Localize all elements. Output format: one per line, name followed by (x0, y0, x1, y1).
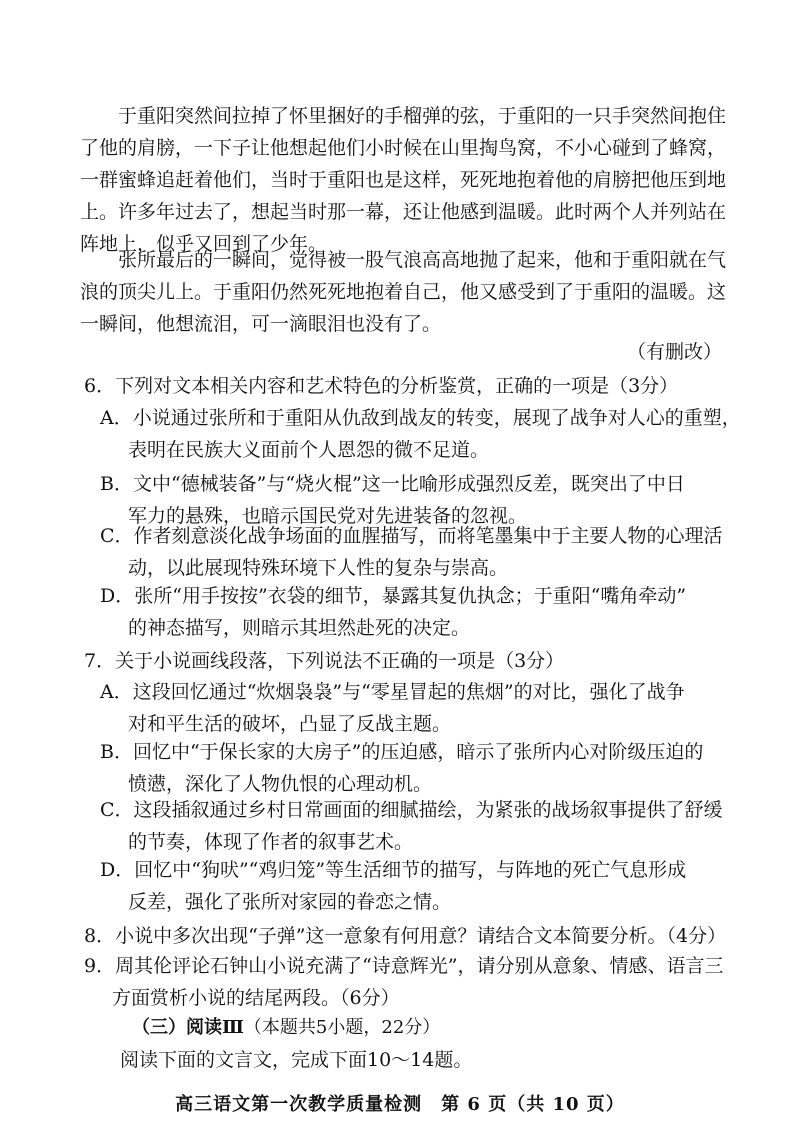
text-line: 浪的顶尖儿上。于重阳仍然死死地抱着自己，他又感受到了于重阳的温暖。这 (80, 281, 727, 303)
option-line: 愤懑，深化了人物仇恨的心理动机。 (128, 773, 433, 795)
option-line: C．作者刻意淡化战争场面的血腥描写，而将笔墨集中于主要人物的心理活 (100, 525, 723, 547)
option-line: B．文中“德械装备”与“烧火棍”这一比喻形成强烈反差，既突出了中日 (100, 473, 685, 495)
option-line: 的神态描写，则暗示其坦然赴死的决定。 (128, 617, 471, 639)
section-detail: （本题共5小题，22分） (243, 1017, 441, 1038)
option-line: 表明在民族大义面前个人恩怨的微不足道。 (128, 439, 490, 461)
question-7-option-b (100, 736, 760, 800)
passage-paragraph-2 (80, 244, 752, 340)
option-line: 动，以此展现特殊环境下人性的复杂与崇高。 (128, 557, 509, 579)
section-title: （三）阅读Ⅲ (132, 1017, 244, 1038)
text-line: 上。许多年过去了，想起当时那一幕，还让他感到温暖。此时两个人并列站在 (80, 201, 727, 223)
question-6-option-c (100, 520, 760, 584)
option-line: 的节奏，体现了作者的叙事艺术。 (128, 831, 414, 853)
section-instruction: 阅读下面的文言文，完成下面10～14题。 (120, 1049, 473, 1071)
page-footer: 高三语文第一次教学质量检测 第 6 页（共 10 页） (175, 1094, 625, 1115)
question-6-option-a (100, 402, 760, 466)
question-line: 方面赏析小说的结尾两段。（6分） (112, 987, 400, 1009)
option-line: 军力的悬殊，也暗示国民党对先进装备的忽视。 (128, 505, 528, 527)
option-line: C．这段插叙通过乡村日常画面的细腻描绘，为紧张的战场叙事提供了舒缓 (100, 799, 723, 821)
question-9 (84, 950, 724, 1014)
option-line: B．回忆中“于保长家的大房子”的压迫感，暗示了张所内心对阶级压迫的 (100, 741, 704, 763)
option-line: 对和平生活的破坏，凸显了反战主题。 (128, 713, 452, 735)
question-7-option-a (100, 676, 760, 740)
question-7-option-d (100, 854, 760, 918)
section-heading (132, 1012, 440, 1044)
option-line: D．回忆中“狗吠”“鸡归笼”等生活细节的描写，与阵地的死亡气息形成 (100, 859, 687, 881)
question-8: 8．小说中多次出现“子弹”这一意象有何用意？请结合文本简要分析。（4分） (84, 925, 727, 947)
passage-paragraph-1 (80, 100, 752, 260)
source-note: （有删改） (626, 341, 722, 363)
question-6-option-d (100, 580, 760, 644)
text-line: 阵地上，似乎又回到了少年。 (80, 233, 328, 255)
question-7-stem: 7．关于小说画线段落，下列说法不正确的一项是（3分） (84, 650, 565, 672)
option-line: 反差，强化了张所对家园的眷恋之情。 (128, 891, 452, 913)
text-line: 了他的肩膀，一下子让他想起他们小时候在山里掏鸟窝，不小心碰到了蜂窝， (80, 137, 727, 159)
text-line: 一群蜜蜂追赶着他们，当时于重阳也是这样，死死地抱着他的肩膀把他压到地 (80, 169, 727, 191)
option-line: A．这段回忆通过“炊烟袅袅”与“零星冒起的焦烟”的对比，强化了战争 (100, 681, 685, 703)
text-line: 于重阳突然间拉掉了怀里捆好的手榴弹的弦，于重阳的一只手突然间抱住 (118, 105, 727, 127)
question-line: 9．周其伦评论石钟山小说充满了“诗意辉光”，请分别从意象、情感、语言三 (84, 955, 724, 977)
text-line: 张所最后的一瞬间，觉得被一股气浪高高地抛了起来，他和于重阳就在气 (118, 249, 727, 271)
question-7-option-c (100, 794, 760, 858)
question-6-stem: 6．下列对文本相关内容和艺术特色的分析鉴赏，正确的一项是（3分） (84, 375, 679, 397)
text-line: 一瞬间，他想流泪，可一滴眼泪也没有了。 (80, 313, 442, 335)
option-line: A．小说通过张所和于重阳从仇敌到战友的转变，展现了战争对人心的重塑， (100, 407, 741, 429)
option-line: D．张所“用手按按”衣袋的细节，暴露其复仇执念；于重阳“嘴角牵动” (100, 585, 687, 607)
